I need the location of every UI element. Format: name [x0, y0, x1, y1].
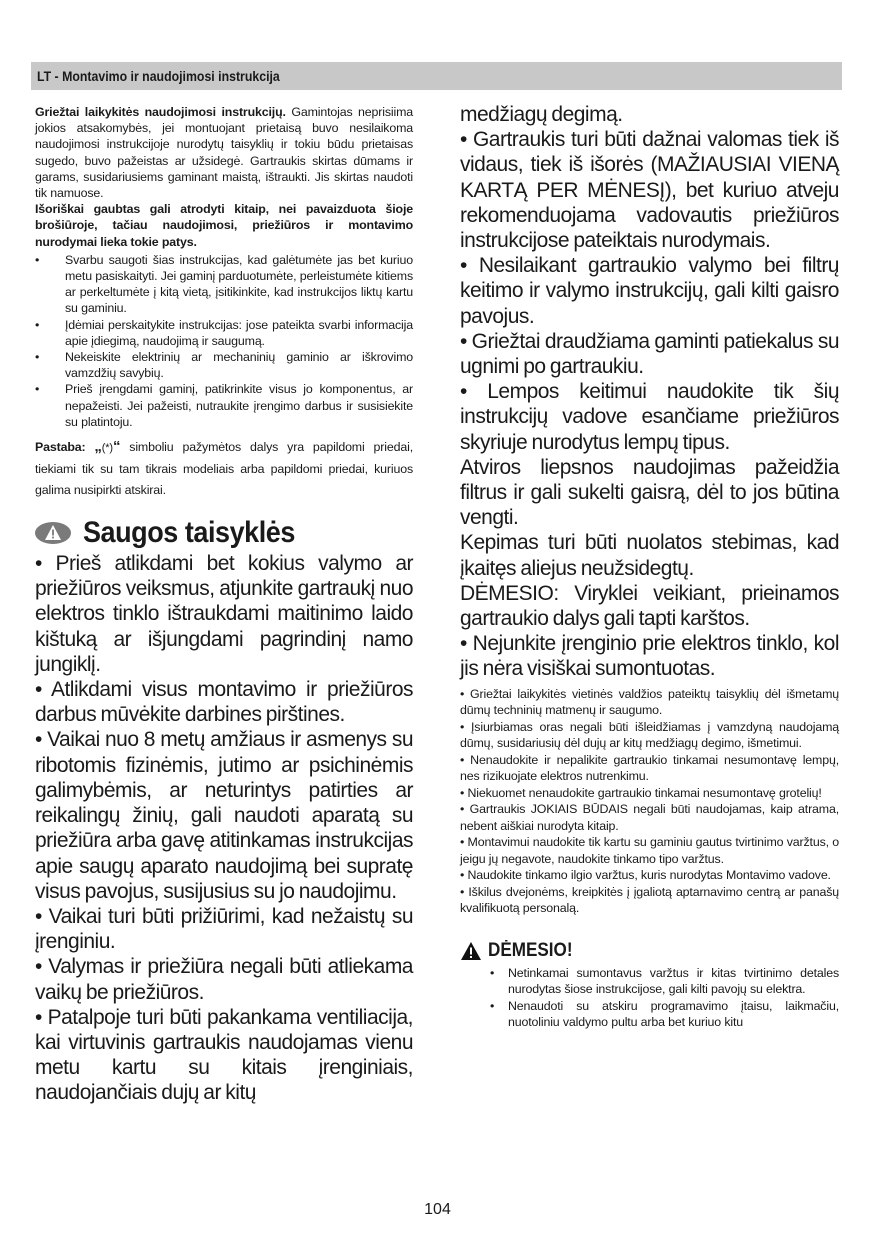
- safety-paragraph: Kepimas turi būti nuolatos stebimas, kad įkaitęs aliejus neužsidegtų.: [460, 531, 839, 580]
- safety-paragraph: • Vaikai nuo 8 metų amžiaus ir asmenys su ribotomis fizinėmis, jutimo ar psichinėmis galimybėmis, ar neturintys patirties ar reikalingų žinių, gali naudoti aparatą su priežiūra arba gavę atitinkamas instrukcijas apie saugų aparato naudojimą bei supratę visus pavojus, susijusius su jo naudojimu.: [35, 728, 413, 903]
- small-paragraph: • Griežtai laikykitės vietinės valdžios pateiktų taisyklių dėl išmetamų dūmų techninių matmenų ir saugumo.: [460, 686, 839, 718]
- small-paragraph: • Niekuomet nenaudokite gartraukio tinkamai nesumontavę grotelių!: [460, 785, 822, 800]
- warning-triangle-icon: [460, 941, 482, 961]
- list-item: • Prieš įrengdami gaminį, patikrinkite visus jo komponentus, ar nepažeisti. Jei pažeisti, nutraukite įrengimo darbus ir susisiekite su platintoju.: [35, 381, 413, 430]
- small-paragraph: • Gartraukis JOKIAIS BŪDAIS negali būti naudojamas, kaip atrama, nebent aiškiai nurodyta kitaip.: [460, 802, 839, 833]
- safety-left-text: [35, 551, 413, 1105]
- safety-paragraph: • Vaikai turi būti prižiūrimi, kad nežaistų su įrenginiu.: [35, 904, 413, 954]
- small-paragraph: • Nenaudokite ir nepalikite gartraukio tinkamai nesumontavę lempų, nes rizikuojate elektros nutrenkimu.: [460, 752, 839, 784]
- safety-paragraph: • Nejunkite įrenginio prie elektros tinklo, kol jis nėra visiškai sumontuotas.: [460, 632, 839, 681]
- safety-paragraph: • Lempos keitimui naudokite tik šių instrukcijų vadove esančiame priežiūros skyriuje nurodytus lempų tipus.: [460, 380, 839, 454]
- safety-paragraph: • Nesilaikant gartraukio valymo bei filtrų keitimo ir valymo instrukcijų, gali kilti gaisro pavojus.: [460, 254, 839, 328]
- warning-icon: [35, 522, 71, 544]
- note-open-quote: „: [94, 438, 102, 456]
- safety-paragraph: • Patalpoje turi būti pakankama ventiliacija, kai virtuvinis gartraukis naudojamas vienu metu kartu su kitais įrenginiais, naudojančiais dujų ar kitų: [35, 1005, 413, 1105]
- intro-section: [35, 104, 413, 501]
- list-item: • Nekeiskite elektrinių ar mechaninių gaminio ar iškrovimo vamzdžių savybių.: [35, 349, 413, 381]
- page-header: [31, 62, 842, 90]
- small-paragraph: • Iškilus dvejonėms, kreipkitės į įgaliotą aptarnavimo centrą ar panašų kvalifikuotą personalą.: [460, 884, 839, 916]
- safety-paragraph: Atviros liepsnos naudojimas pažeidžia filtrus ir gali sukelti gaisrą, dėl to jos būtina vengti.: [460, 455, 839, 530]
- intro-bullet-list: [35, 252, 413, 430]
- note-symbol: (*): [101, 442, 113, 455]
- intro-bold-paragraph: Išoriškai gaubtas gali atrodyti kitaip, nei pavaizduota šioje brošiūroje, tačiau naudojimosi, priežiūros ir montavimo nurodymai lieka tokie patys.: [35, 202, 413, 249]
- safety-paragraph: • Valymas ir priežiūra negali būti atliekama vaikų be priežiūros.: [35, 955, 413, 1004]
- right-column: [460, 102, 839, 1031]
- small-paragraph: • Naudokite tinkamo ilgio varžtus, kuris nurodytas Montavimo vadove.: [460, 868, 831, 883]
- safety-paragraph: • Atlikdami visus montavimo ir priežiūros darbus mūvėkite darbines pirštines.: [35, 678, 413, 727]
- attention-title: DĖMESIO!: [488, 939, 573, 961]
- safety-paragraph: DĖMESIO: Viryklei veikiant, prieinamos gartraukio dalys gali tapti karštos.: [460, 581, 839, 631]
- safety-title: Saugos taisyklės: [83, 516, 295, 550]
- safety-paragraph: • Prieš atlikdami bet kokius valymo ar priežiūros veiksmus, atjunkite gartraukį nuo elektros tinklo ištraukdami maitinimo laido kištuką ar išjungdami pagrindinį namo jungiklį.: [35, 552, 413, 676]
- list-item: • Įdėmiai perskaitykite instrukcijas: jose pateikta svarbi informacija apie įdiegimą, naudojimą ir saugumą.: [35, 317, 413, 349]
- safety-paragraph: • Griežtai draudžiama gaminti patiekalus su ugnimi po gartraukiu.: [460, 329, 839, 379]
- safety-right-text: [460, 102, 839, 682]
- header-title: LT - Montavimo ir naudojimosi instrukcija: [37, 68, 280, 84]
- safety-small-text: [460, 686, 839, 917]
- attention-heading: [460, 937, 839, 965]
- safety-paragraph: • Gartraukis turi būti dažnai valomas tiek iš vidaus, tiek iš išorės (MAŽIAUSIAI VIENĄ KARTĄ PER MĖNESĮ), bet kuriuo atveju rekomenduojama vadovautis priežiūros instrukcijose pateiktais nurodymais.: [460, 128, 839, 253]
- note-paragraph: [35, 436, 413, 501]
- note-close-quote: “: [112, 438, 121, 456]
- intro-lead: [35, 104, 413, 201]
- attention-list: [460, 965, 839, 1031]
- list-item: • Netinkamai sumontavus varžtus ir kitas tvirtinimo detales nurodytas šiose instrukcijose, gali kilti pavojų su elektra.: [490, 965, 839, 998]
- note-label: Pastaba:: [35, 440, 86, 455]
- page-number: 104: [424, 1201, 451, 1218]
- intro-lead-bold: Griežtai laikykitės naudojimosi instrukcijų.: [35, 105, 286, 119]
- small-paragraph: • Įsiurbiamas oras negali būti išleidžiamas į vamzdyną naudojamą dūmų, susidariusių dėl dujų ar kitų medžiagų degimo, išmetimui.: [460, 719, 839, 751]
- safety-paragraph: medžiagų degimą.: [460, 103, 623, 126]
- note-text: simboliu pažymėtos dalys yra papildomi priedai, tiekiami tik su tam tikrais modeliais arba papildomi priedai, kuriuos galima nusipirkti atskirai.: [35, 440, 413, 498]
- left-column: [35, 104, 413, 1106]
- safety-heading: [35, 515, 413, 551]
- small-paragraph: • Montavimui naudokite tik kartu su gaminiu gautus tvirtinimo varžtus, o jeigu jų negavote, naudokite tinkamo tipo varžtus.: [460, 835, 839, 866]
- list-item: • Nenaudoti su atskiru programavimo įtaisu, laikmačiu, nuotoliniu valdymo pultu arba bet kuriuo kitu: [490, 998, 839, 1031]
- intro-lead-text: Gamintojas neprisiima jokios atsakomybės, jei montuojant prietaisą buvo nesilaikoma naudojimosi instrukcijoje nurodytų taisyklių ir tokiu būdu prietaisas sugedo, buvo pažeistas ar užsidegė. Gartraukis skirtas dūmams ir garams, susidariusiems gaminant maistą, ištraukti. Jis skirtas naudoti tik namuose.: [35, 105, 414, 201]
- list-item: • Svarbu saugoti šias instrukcijas, kad galėtumėte jas bet kuriuo metu pasiskaityti. Jei gaminį parduotumėte, perleistumėte kitiems ar perkeltumėte į kitą vietą, įsitikinkite, kad instrukcijos liktų kartu su gaminiu.: [35, 252, 413, 317]
